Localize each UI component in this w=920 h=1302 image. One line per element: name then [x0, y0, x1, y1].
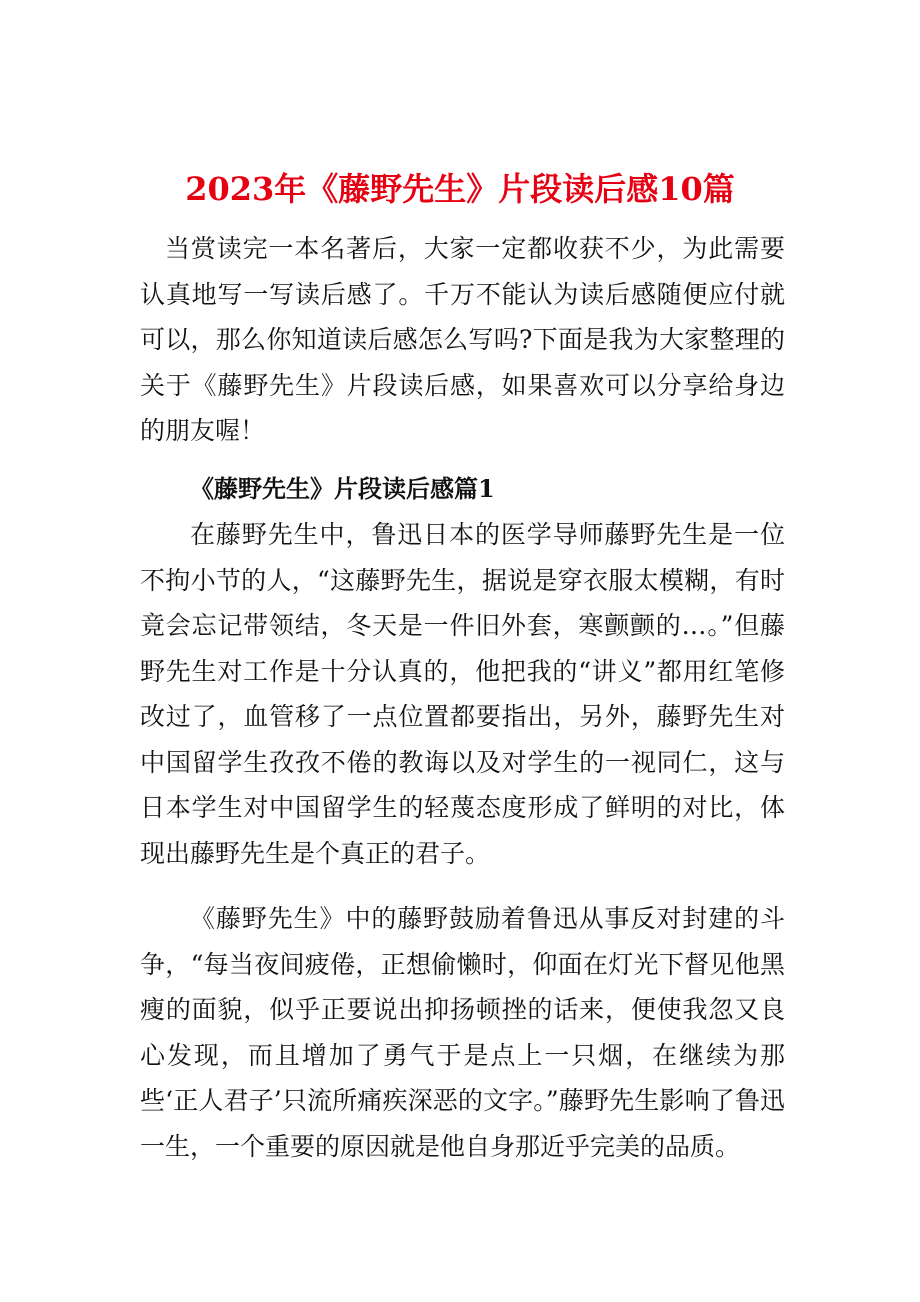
body-paragraph-1: 在藤野先生中，鲁迅日本的医学导师藤野先生是一位不拘小节的人，“这藤野先生，据说是穿衣服太模糊，有时竟会忘记带领结，冬天是一件旧外套，寒颤颤的…。”但藤野先生对工作是十分认真的，他把我的“讲义”都用红笔修改过了，血管移了一点位置都要指出，另外，藤野先生对中国留学生孜孜不倦的教诲以及对学生的一视同仁，这与日本学生对中国留学生的轻蔑态度形成了鲜明的对比，体现出藤野先生是个真正的君子。 — [140, 520, 785, 868]
section-heading: 《藤野先生》片段读后感篇1 — [190, 474, 495, 503]
body-paragraph-2: 《藤野先生》中的藤野鼓励着鲁迅从事反对封建的斗争，“每当夜间疲倦，正想偷懒时，仰面在灯光下督见他黑瘦的面貌，似乎正要说出抑扬顿挫的话来，便使我忽又良心发现，而且增加了勇气于是点上一只烟，在继续为那些‘正人君子’只流所痛疾深恶的文字。”藤野先生影响了鲁迅一生，一个重要的原因就是他自身那近乎完美的品质。 — [140, 904, 785, 1161]
document-title: 2023年《藤野先生》片段读后感10篇 — [185, 170, 735, 209]
intro-paragraph: 当赏读完一本名著后，大家一定都收获不少，为此需要认真地写一写读后感了。千万不能认为读后感随便应付就可以，那么你知道读后感怎么写吗?下面是我为大家整理的关于《藤野先生》片段读后感，如果喜欢可以分享给身边的朋友喔！ — [140, 234, 785, 445]
